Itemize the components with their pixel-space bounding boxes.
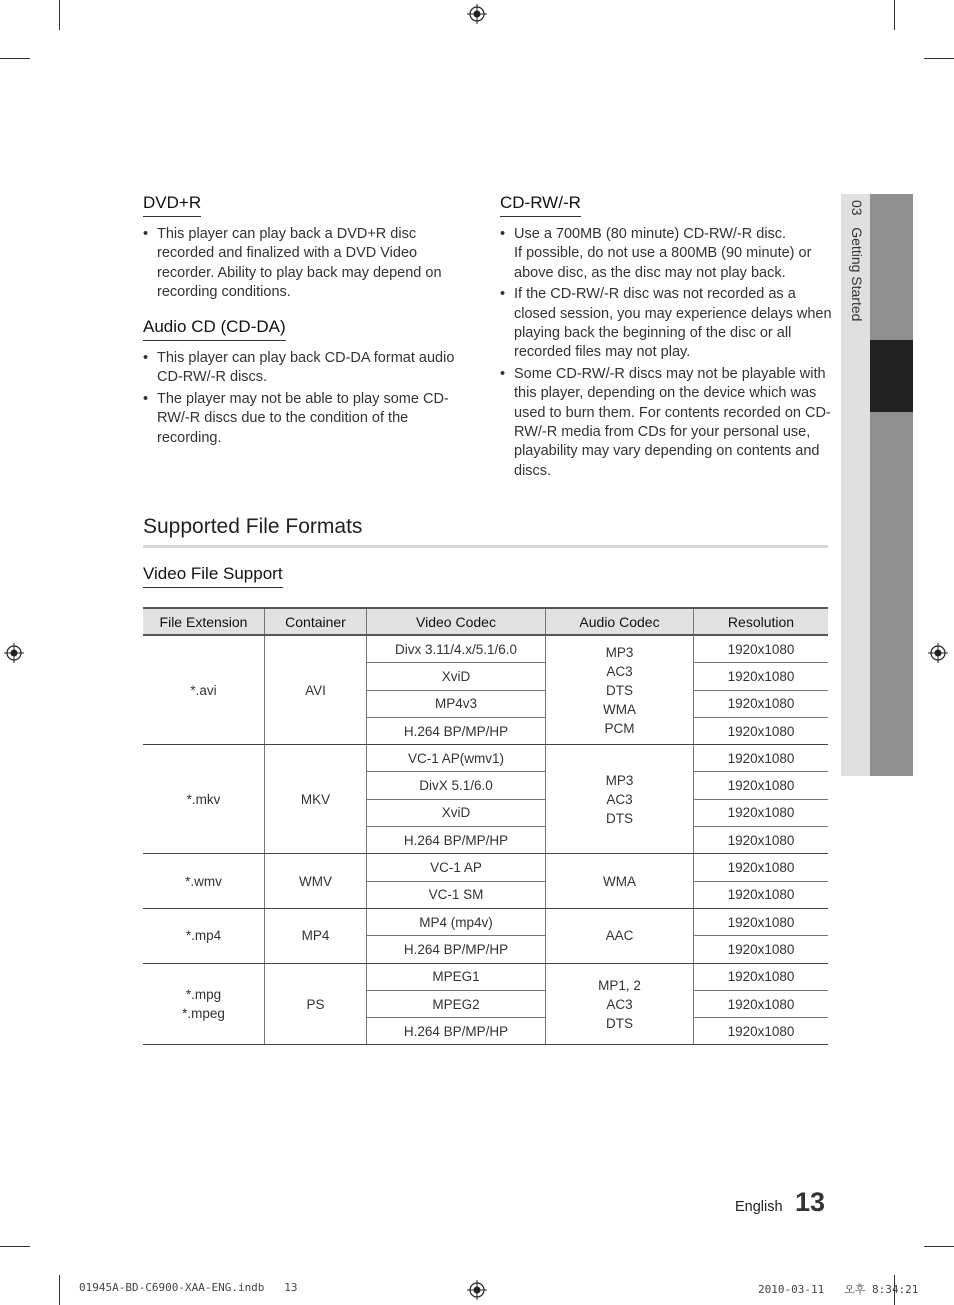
chapter-number: 03 bbox=[849, 200, 865, 216]
video-codec-cell: H.264 BP/MP/HP bbox=[367, 717, 546, 744]
resolution-cell: 1920x1080 bbox=[694, 635, 829, 663]
dvd-r-heading: DVD+R bbox=[143, 193, 201, 217]
header-resolution: Resolution bbox=[694, 608, 829, 635]
registration-mark-icon bbox=[467, 1280, 487, 1300]
resolution-cell: 1920x1080 bbox=[694, 772, 829, 799]
file-extension-line: *.mkv bbox=[186, 791, 221, 807]
resolution-cell: 1920x1080 bbox=[694, 745, 829, 772]
resolution-cell: 1920x1080 bbox=[694, 936, 829, 963]
file-extension-line: *.avi bbox=[190, 682, 217, 698]
table-header-row bbox=[143, 608, 828, 635]
video-codec-cell: MP4 (mp4v) bbox=[367, 908, 546, 935]
chapter-tab-active bbox=[870, 340, 913, 412]
resolution-cell: 1920x1080 bbox=[694, 854, 829, 881]
resolution-cell: 1920x1080 bbox=[694, 1018, 829, 1045]
audio-cd-list bbox=[143, 349, 468, 450]
section-divider bbox=[143, 545, 828, 548]
audio-codec-line: DTS bbox=[606, 682, 633, 698]
list-item-line: If possible, do not use a 800MB (90 minute) or above disc, as the disc may not play back. bbox=[514, 245, 812, 281]
dvd-r-list bbox=[143, 225, 468, 305]
video-codec-cell: MPEG2 bbox=[367, 990, 546, 1017]
header-file-extension: File Extension bbox=[143, 608, 265, 635]
file-extension-line: *.mpg bbox=[185, 987, 222, 1002]
list-item: • This player can play back a DVD+R disc recorded and finalized with a DVD Video recorder. Ability to play back may depend on recording conditions. bbox=[143, 225, 468, 303]
footer-language: English bbox=[735, 1199, 783, 1215]
table-row bbox=[143, 635, 828, 663]
chapter-label bbox=[849, 200, 865, 321]
list-item: • If the CD-RW/-R disc was not recorded as a closed session, you may experience delays when playing back the beginning of the disc or all recorded files may not play. bbox=[500, 285, 832, 363]
audio-codec-line: MP3 bbox=[605, 772, 634, 788]
video-codec-cell: VC-1 AP bbox=[367, 854, 546, 881]
page-number: 13 bbox=[795, 1187, 826, 1217]
container-cell: PS bbox=[265, 963, 367, 1045]
audio-codec-line: DTS bbox=[606, 810, 633, 826]
audio-codec-line: PCM bbox=[604, 720, 635, 736]
resolution-cell: 1920x1080 bbox=[694, 663, 829, 690]
video-codec-cell: H.264 BP/MP/HP bbox=[367, 936, 546, 963]
file-extension-cell bbox=[143, 908, 265, 963]
list-item bbox=[500, 225, 832, 283]
list-item-line: Use a 700MB (80 minute) CD-RW/-R disc. bbox=[514, 226, 787, 242]
video-codec-cell: MPEG1 bbox=[367, 963, 546, 990]
crop-mark bbox=[59, 0, 60, 30]
audio-codec-line: WMA bbox=[603, 701, 636, 717]
crop-mark bbox=[59, 1275, 60, 1305]
chapter-title: Getting Started bbox=[849, 227, 865, 322]
file-extension-cell bbox=[143, 745, 265, 854]
crop-mark bbox=[0, 58, 30, 59]
audio-codec-line: AC3 bbox=[606, 791, 633, 807]
file-extension-line: *.mpeg bbox=[182, 1006, 225, 1021]
resolution-cell: 1920x1080 bbox=[694, 827, 829, 854]
resolution-cell: 1920x1080 bbox=[694, 690, 829, 717]
video-codec-cell: H.264 BP/MP/HP bbox=[367, 1018, 546, 1045]
print-slug-file: 01945A-BD-C6900-XAA-ENG.indb 13 bbox=[79, 1281, 298, 1294]
table-row bbox=[143, 908, 828, 935]
cd-rw-heading: CD-RW/-R bbox=[500, 193, 581, 217]
file-extension-line: *.mp4 bbox=[185, 928, 222, 944]
audio-codec-cell bbox=[546, 854, 694, 909]
audio-codec-cell bbox=[546, 635, 694, 745]
cd-rw-list bbox=[500, 225, 832, 483]
resolution-cell: 1920x1080 bbox=[694, 908, 829, 935]
video-codec-cell: VC-1 SM bbox=[367, 881, 546, 908]
table-row bbox=[143, 854, 828, 881]
print-slug-timestamp: 2010-03-11 오후 8:34:21 bbox=[758, 1283, 919, 1296]
video-codec-cell: VC-1 AP(wmv1) bbox=[367, 745, 546, 772]
list-item: • This player can play back CD-DA format audio CD-RW/-R discs. bbox=[143, 349, 468, 388]
audio-cd-heading: Audio CD (CD-DA) bbox=[143, 317, 286, 341]
registration-mark-icon bbox=[928, 643, 948, 663]
audio-codec-cell bbox=[546, 963, 694, 1045]
audio-codec-cell bbox=[546, 745, 694, 854]
crop-mark bbox=[924, 1246, 954, 1247]
subsection-title: Video File Support bbox=[143, 564, 283, 588]
audio-codec-line: AC3 bbox=[606, 996, 633, 1012]
audio-codec-line: MP3 bbox=[605, 644, 634, 660]
container-cell: MKV bbox=[265, 745, 367, 854]
list-item: • Some CD-RW/-R discs may not be playable with this player, depending on the device which was used to burn them. For contents recorded on CD-RW/-R media from CDs for your personal use, playability may vary depending on contents and discs. bbox=[500, 365, 832, 481]
table-row bbox=[143, 745, 828, 772]
resolution-cell: 1920x1080 bbox=[694, 963, 829, 990]
audio-codec-line: DTS bbox=[606, 1015, 633, 1031]
container-cell: AVI bbox=[265, 635, 367, 745]
section-title: Supported File Formats bbox=[143, 515, 363, 538]
video-codec-cell: MP4v3 bbox=[367, 690, 546, 717]
crop-mark bbox=[0, 1246, 30, 1247]
audio-codec-line: AAC bbox=[605, 928, 634, 944]
resolution-cell: 1920x1080 bbox=[694, 990, 829, 1017]
crop-mark bbox=[894, 0, 895, 30]
resolution-cell: 1920x1080 bbox=[694, 799, 829, 826]
video-codec-cell: DivX 5.1/6.0 bbox=[367, 772, 546, 799]
file-extension-cell bbox=[143, 854, 265, 909]
list-item: • The player may not be able to play some CD-RW/-R discs due to the condition of the recording. bbox=[143, 390, 468, 448]
table-body bbox=[143, 635, 828, 1045]
resolution-cell: 1920x1080 bbox=[694, 717, 829, 744]
header-video-codec: Video Codec bbox=[367, 608, 546, 635]
container-cell: WMV bbox=[265, 854, 367, 909]
video-codec-cell: XviD bbox=[367, 663, 546, 690]
container-cell: MP4 bbox=[265, 908, 367, 963]
registration-mark-icon bbox=[467, 4, 487, 24]
video-format-table bbox=[143, 607, 828, 1045]
video-codec-cell: H.264 BP/MP/HP bbox=[367, 827, 546, 854]
file-extension-line: *.wmv bbox=[185, 873, 222, 889]
registration-mark-icon bbox=[4, 643, 24, 663]
header-container: Container bbox=[265, 608, 367, 635]
header-audio-codec: Audio Codec bbox=[546, 608, 694, 635]
resolution-cell: 1920x1080 bbox=[694, 881, 829, 908]
audio-codec-cell bbox=[546, 908, 694, 963]
file-extension-cell bbox=[143, 635, 265, 745]
file-extension-cell bbox=[143, 963, 265, 1045]
audio-codec-line: WMA bbox=[603, 873, 636, 889]
audio-codec-line: MP1, 2 bbox=[598, 977, 641, 993]
audio-codec-line: AC3 bbox=[606, 663, 633, 679]
video-codec-cell: XviD bbox=[367, 799, 546, 826]
table-row bbox=[143, 963, 828, 990]
crop-mark bbox=[924, 58, 954, 59]
chapter-tab-dark bbox=[870, 194, 913, 776]
video-codec-cell: Divx 3.11/4.x/5.1/6.0 bbox=[367, 635, 546, 663]
